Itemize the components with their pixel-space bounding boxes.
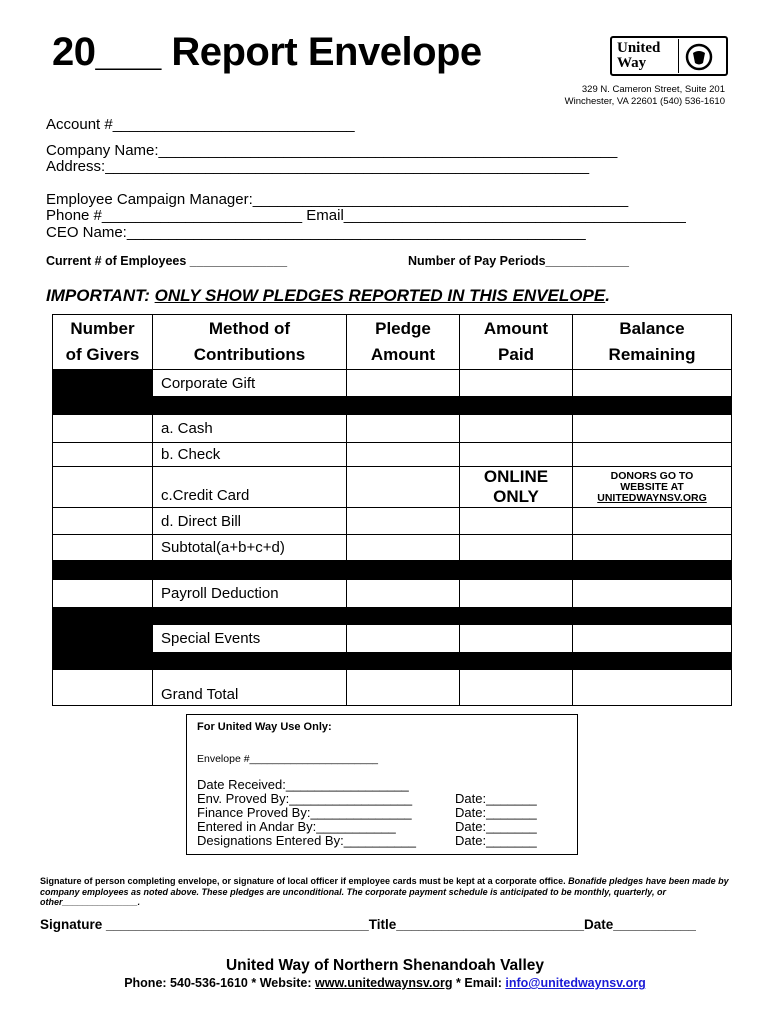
disclaimer-italic: Bonafide pledges have been made by company employees as noted above. These pledges are unconditional. The corporate payment schedule is anticipated to be monthly, quarterly, or other_______________. — [40, 876, 729, 907]
cash-balance-cell[interactable] — [573, 415, 732, 443]
donors-website-note: DONORS GO TO WEBSITE AT UNITEDWAYNSV.ORG — [573, 467, 732, 508]
row-payroll-deduction: Payroll Deduction — [153, 580, 347, 608]
corporate-pledge-cell[interactable] — [347, 370, 460, 397]
envelope-number-field[interactable]: Envelope #______________________ — [197, 753, 379, 765]
grand-total-paid-cell[interactable] — [460, 670, 573, 706]
finance-row — [197, 806, 567, 820]
header-number-of-givers: Number of Givers — [53, 315, 153, 370]
logo-line2: Way — [617, 55, 647, 71]
org-address — [565, 84, 725, 108]
check-pledge-cell[interactable] — [347, 443, 460, 467]
important-notice — [46, 286, 610, 306]
date-received-field[interactable]: Date Received:_________________ — [197, 777, 409, 792]
disclaimer-text — [40, 876, 730, 908]
env-proved-date[interactable]: Date:_______ — [455, 791, 537, 806]
contact-line — [0, 976, 770, 990]
payroll-givers-cell[interactable] — [53, 580, 153, 608]
credit-givers-cell[interactable] — [53, 467, 153, 508]
address-line2: Winchester, VA 22601 (540) 536-1610 — [564, 96, 725, 107]
designations-date[interactable]: Date:_______ — [455, 833, 537, 848]
ceo-name-field[interactable]: CEO Name:_______________________________________________________ — [46, 224, 586, 241]
table-row — [53, 415, 732, 443]
designations-field[interactable]: Designations Entered By:__________ — [197, 833, 416, 848]
payroll-balance-cell[interactable] — [573, 580, 732, 608]
cash-pledge-cell[interactable] — [347, 415, 460, 443]
email-label: * Email: — [452, 976, 506, 990]
cash-paid-cell[interactable] — [460, 415, 573, 443]
table-row — [53, 535, 732, 561]
signature-line — [40, 917, 696, 932]
online-only-note: ONLINE ONLY — [460, 467, 573, 508]
row-grand-total: Grand Total — [153, 670, 347, 706]
date-received-row — [197, 778, 567, 792]
corporate-paid-cell[interactable] — [460, 370, 573, 397]
env-proved-field[interactable]: Env. Proved By:_________________ — [197, 791, 413, 806]
header-method: Method of Contributions — [153, 315, 347, 370]
shaded-cell — [53, 625, 153, 653]
title-field[interactable]: Title_________________________ — [368, 917, 585, 932]
entered-date[interactable]: Date:_______ — [455, 819, 537, 834]
phone-field[interactable] — [46, 207, 686, 224]
entered-andar-field[interactable]: Entered in Andar By:___________ — [197, 819, 396, 834]
direct-bill-balance-cell[interactable] — [573, 508, 732, 535]
special-balance-cell[interactable] — [573, 625, 732, 653]
united-way-hand-icon — [678, 39, 718, 73]
phone-label: Phone #________________________ — [46, 207, 303, 224]
united-way-logo — [610, 36, 728, 76]
payroll-paid-cell[interactable] — [460, 580, 573, 608]
finance-proved-field[interactable]: Finance Proved By:______________ — [197, 805, 412, 820]
subtotal-givers-cell[interactable] — [53, 535, 153, 561]
disclaimer-main: Signature of person completing envelope, or signature of local officer if employee cards must be kept at a corporate office. — [40, 876, 566, 886]
logo-line1: United — [617, 40, 661, 56]
table-row — [53, 508, 732, 535]
row-special-events: Special Events — [153, 625, 347, 653]
subtotal-pledge-cell[interactable] — [347, 535, 460, 561]
credit-pledge-cell[interactable] — [347, 467, 460, 508]
header-amount-paid: Amount Paid — [460, 315, 573, 370]
campaign-manager-field[interactable]: Employee Campaign Manager:_____________________________________________ — [46, 191, 629, 208]
account-field[interactable]: Account #_____________________________ — [46, 116, 355, 133]
designations-row — [197, 834, 567, 848]
direct-bill-givers-cell[interactable] — [53, 508, 153, 535]
address-line1: 329 N. Cameron Street, Suite 201 — [581, 84, 725, 95]
subtotal-balance-cell[interactable] — [573, 535, 732, 561]
entered-row — [197, 820, 567, 834]
special-pledge-cell[interactable] — [347, 625, 460, 653]
uw-box-heading: For United Way Use Only: — [197, 721, 332, 733]
important-emphasis: ONLY SHOW PLEDGES REPORTED IN THIS ENVELOPE — [154, 286, 606, 305]
divider-row — [53, 561, 732, 580]
row-credit-card: c.Credit Card — [153, 467, 347, 508]
important-prefix: IMPORTANT: — [46, 286, 155, 305]
header-pledge-amount: Pledge Amount — [347, 315, 460, 370]
page-title: 20___ Report Envelope — [52, 30, 482, 74]
email-field[interactable]: Email_________________________________________ — [302, 207, 686, 224]
table-row — [53, 467, 732, 508]
check-balance-cell[interactable] — [573, 443, 732, 467]
row-subtotal: Subtotal(a+b+c+d) — [153, 535, 347, 561]
website-link[interactable]: www.unitedwaynsv.org — [315, 976, 453, 990]
table-header-row — [53, 315, 732, 370]
corporate-balance-cell[interactable] — [573, 370, 732, 397]
phone-text: Phone: 540-536-1610 * Website: — [124, 976, 316, 990]
pay-periods-field[interactable]: Number of Pay Periods____________ — [408, 254, 629, 268]
address-field[interactable]: Address:__________________________________________________________ — [46, 158, 590, 175]
important-suffix: . — [605, 286, 610, 305]
table-row — [53, 580, 732, 608]
row-check: b. Check — [153, 443, 347, 467]
table-row — [53, 443, 732, 467]
header-balance: Balance Remaining — [573, 315, 732, 370]
row-direct-bill: d. Direct Bill — [153, 508, 347, 535]
row-corporate-gift: Corporate Gift — [153, 370, 347, 397]
special-paid-cell[interactable] — [460, 625, 573, 653]
grand-total-balance-cell[interactable] — [573, 670, 732, 706]
divider-row — [53, 608, 732, 625]
table-row — [53, 370, 732, 397]
grand-total-givers-cell[interactable] — [53, 670, 153, 706]
cash-givers-cell[interactable] — [53, 415, 153, 443]
email-link[interactable]: info@unitedwaynsv.org — [505, 976, 646, 990]
check-paid-cell[interactable] — [460, 443, 573, 467]
org-name: United Way of Northern Shenandoah Valley — [225, 957, 545, 974]
direct-bill-paid-cell[interactable] — [460, 508, 573, 535]
logo-wordmark — [612, 41, 678, 71]
check-givers-cell[interactable] — [53, 443, 153, 467]
pledge-table — [52, 314, 732, 706]
divider-row — [53, 397, 732, 415]
env-proved-row — [197, 792, 567, 806]
employees-field[interactable]: Current # of Employees ______________ — [46, 254, 288, 268]
company-name-field[interactable]: Company Name:_______________________________________________________ — [46, 142, 618, 159]
table-row — [53, 625, 732, 653]
grand-total-pledge-cell[interactable] — [347, 670, 460, 706]
subtotal-paid-cell[interactable] — [460, 535, 573, 561]
payroll-pledge-cell[interactable] — [347, 580, 460, 608]
divider-row — [53, 653, 732, 670]
signature-field[interactable]: Signature ___________________________________ — [40, 917, 369, 932]
shaded-cell — [53, 370, 153, 397]
finance-date[interactable]: Date:_______ — [455, 805, 537, 820]
row-cash: a. Cash — [153, 415, 347, 443]
date-field[interactable]: Date___________ — [584, 917, 696, 932]
table-row — [53, 670, 732, 706]
direct-bill-pledge-cell[interactable] — [347, 508, 460, 535]
united-way-use-box — [186, 714, 578, 855]
